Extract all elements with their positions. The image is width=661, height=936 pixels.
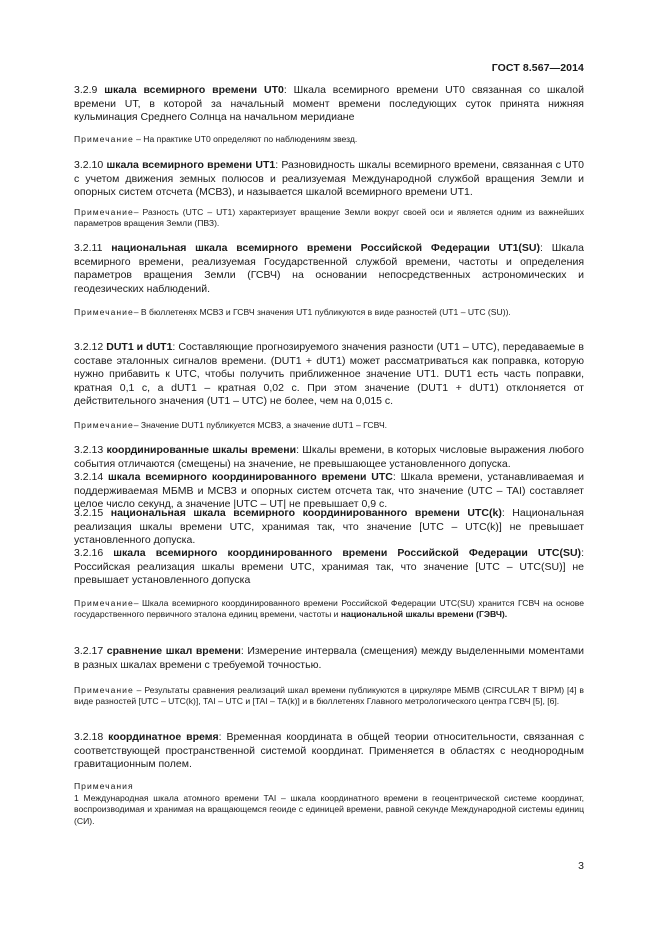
definition-text: : Национальная реализация шкалы времени UTC, хранимая так, что значение [UTC – UTC(k)] не превышает установленного допуска.	[74, 507, 584, 546]
note-block	[49, 685, 584, 708]
definition-text: : Разновидность шкалы всемирного времени, связанная с UT0 с учетом движения земных полюсов и реализуемая Международной службой вращения Земли и опорных систем отсчета (МСВЗ), и называется шкалой всемирного времени UT1.	[74, 159, 584, 198]
note-label: Примечание	[74, 307, 134, 317]
note-text: – Разность (UTC – UT1) характеризует вращение Земли вокруг своей оси и является одним из важнейших параметров вращения Земли (ПВЗ).	[74, 207, 584, 229]
note-label: Примечание	[74, 420, 134, 430]
definition-paragraph	[49, 645, 584, 672]
definition-text: : Измерение интервала (смещения) между выделенными моментами в разных шкалах времени с требуемой точностью.	[74, 645, 584, 671]
note-block	[49, 307, 584, 318]
note-block	[49, 420, 584, 431]
clause-number: 3.2.14	[74, 471, 109, 483]
note-text: – В бюллетенях МСВЗ и ГСВЧ значения UT1 публикуются в виде разностей (UT1 – UTC (SU)).	[133, 307, 511, 317]
term: шкала всемирного времени UT0	[104, 84, 284, 96]
clause-number: 3.2.12	[74, 341, 107, 353]
note-label: Примечание	[74, 207, 134, 217]
definition-paragraph	[49, 731, 584, 772]
note-text: – На практике UT0 определяют по наблюдениям звезд.	[133, 134, 358, 144]
note-label: Примечания	[74, 781, 134, 791]
definition-paragraph	[49, 547, 584, 588]
term: координатное время	[108, 731, 219, 743]
definition-paragraph	[49, 507, 584, 548]
definition-paragraph	[49, 84, 584, 125]
clause-number: 3.2.11	[74, 242, 112, 254]
term: шкала всемирного координированного времени UTC	[108, 471, 393, 483]
definition-text: : Российская реализация шкалы времени UTC, хранимая так, что значение [UTC – UTC(SU)] не превышает установленного допуска	[74, 547, 584, 586]
clause-number: 3.2.10	[74, 159, 107, 171]
clause-number: 3.2.15	[74, 507, 111, 519]
definition-text: : Шкала времени, устанавливаемая и поддерживаемая МБМВ и МСВЗ и опорных систем отсчета так, что значение (UTC – TAI) составляет целое число секунд, а значение |UTC – UT| не превышает 0,9 с.	[74, 471, 584, 510]
term: национальная шкала всемирного времени Российской Федерации UT1(SU)	[111, 242, 541, 254]
definition-paragraph	[49, 242, 584, 296]
definition-paragraph	[49, 471, 584, 512]
clause-number: 3.2.17	[74, 645, 107, 657]
definition-text: : Шкала всемирного времени UT0 связанная со шкалой времени UT, в которой за начальный момент времени последующих суток принята нижняя кульминация Среднего Солнца на начальном меридиане	[74, 84, 585, 123]
clause-number: 3.2.16	[74, 547, 114, 559]
note-block	[49, 781, 584, 792]
note-label: Примечание	[74, 598, 134, 608]
definition-text: : Временная координата в общей теории относительности, связанная с соответствующей пространственной системой координат. Применяется в областях с неоднородным гравитационным полем.	[74, 731, 584, 770]
definition-text: : Составляющие прогнозируемого значения разности (UT1 – UTC), передаваемые в составе эталонных сигналов времени. (DUT1 + dUT1) может рассматриваться как поправка, которую нужно прибавить к UTC, чтобы получить приближенное значение UT1. DUT1 есть часть поправки, кратная 0,1 с, а dUT1 – кратная 0,02 с. При этом значение (DUT1 + dUT1) отклоняется от действительного значения (UT1 – UTC) не более, чем на 0,015 с.	[74, 341, 584, 407]
definition-paragraph	[49, 341, 584, 409]
note-text: – Результаты сравнения реализаций шкал времени публикуются в циркуляре МБМВ (CIRCULAR T BIPM) [4] в виде разностей [UTC – UTC(k)], TAI – UTC и [TAI – TA(k)] и в бюллетенях Главного метрологического центра ГСВЧ [5], [6].	[74, 685, 584, 707]
term: сравнение шкал времени	[106, 645, 241, 657]
note-bold-text: национальной шкалы времени (ГЭВЧ).	[340, 609, 508, 620]
document-header: ГОСТ 8.567—2014	[491, 62, 584, 74]
page-number: 3	[578, 860, 584, 872]
note-text: – Значение DUT1 публикуется МСВЗ, а значение dUT1 – ГСВЧ.	[133, 420, 388, 430]
note-label: Примечание	[74, 685, 134, 695]
note-label: Примечание	[74, 134, 134, 144]
term: национальная шкала всемирного координированного времени UTC(k)	[110, 507, 502, 519]
definition-text: : Шкалы времени, в которых числовые выражения любого события отличаются (смещены) на значение, не превышающее установленного допуска.	[74, 444, 584, 470]
clause-number: 3.2.18	[74, 731, 109, 743]
note-block	[49, 598, 584, 621]
clause-number: 3.2.13	[74, 444, 107, 456]
definition-paragraph	[49, 444, 584, 471]
definition-paragraph	[49, 159, 584, 200]
term: шкала всемирного времени UT1	[106, 159, 276, 171]
term: координированные шкалы времени	[106, 444, 297, 456]
note-block	[49, 793, 584, 827]
definition-text: : Шкала всемирного времени, реализуемая Государственной службой времени, частоты и определения параметров вращения Земли (ГСВЧ) на основании непосредственных астрономических и геодезических наблюдений.	[74, 242, 584, 295]
note-block	[49, 134, 584, 145]
clause-number: 3.2.9	[74, 84, 105, 96]
term: DUT1 и dUT1	[106, 341, 173, 353]
note-text: 1 Международная шкала атомного времени TAI – шкала координатного времени в геоцентрической системе координат, воспроизводимая и хранимая на вращающемся геоиде с единицей времени, равной секунде Международной системы единиц (СИ).	[74, 793, 584, 826]
note-block	[49, 207, 584, 230]
note-text: – Шкала всемирного координированного времени Российской Федерации UTC(SU) хранится ГСВЧ на основе государственного первичного эталона единиц времени, частоты и	[74, 598, 584, 620]
term: шкала всемирного координированного времени Российской Федерации UTC(SU)	[113, 547, 582, 559]
